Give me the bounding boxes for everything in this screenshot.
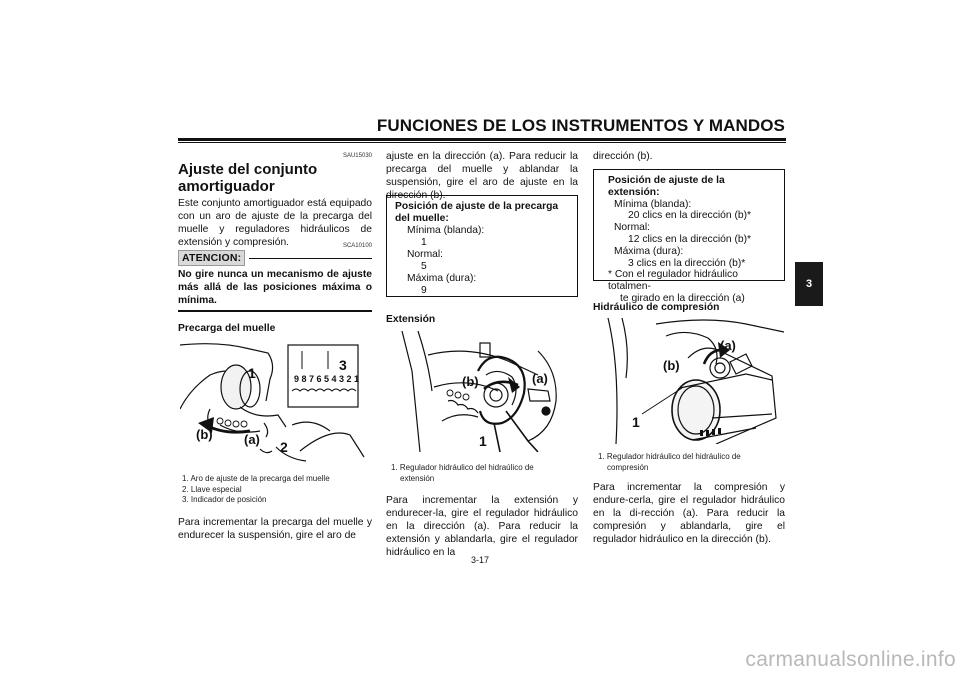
figure-rebound <box>388 331 578 452</box>
preload-paragraph-cont: ajuste en la dirección (a). Para reducir la precarga del muelle y ablandar la suspensión, gire el aro de ajuste en la dirección (b). <box>386 151 578 201</box>
figure1-scale: 9 8 7 6 5 4 3 2 1 <box>294 374 360 384</box>
preload-paragraph: Para incrementar la precarga del muelle y endurecer la suspensión, gire el aro de <box>178 517 372 541</box>
preload-settings-box <box>386 195 578 297</box>
rebound-paragraph-cont: dirección (b). <box>593 151 653 162</box>
caution-text: No gire nunca un mecanismo de ajuste más allá de las posiciones máxima o mínima. <box>178 269 372 306</box>
caption-item: 3. Indicador de posición <box>182 495 267 504</box>
figure1-label-1: 1 <box>248 365 256 381</box>
figure2-label-1: 1 <box>479 433 487 449</box>
figure2-caption <box>391 463 581 484</box>
preload-max-value: 9 <box>421 285 427 296</box>
preload-min-value: 1 <box>421 237 427 248</box>
subheading-rebound: Extensión <box>386 314 436 325</box>
figure2-label-b: (b) <box>462 374 479 389</box>
figure-spring-preload <box>180 339 372 464</box>
caution-end-rule <box>178 310 372 312</box>
page-number: 3-17 <box>470 555 489 565</box>
rebound-max-value: 3 clics en la dirección (b)* <box>628 257 746 269</box>
compression-paragraph: Para incrementar la compresión y endure-cerla, gire el regulador hidráulico en la di-rección (a). Para reducir la compresión y ablandarla, gire el regulador hidráulico en la dirección (b). <box>593 482 785 545</box>
caution-header <box>178 250 372 266</box>
subheading-compression: Hidráulico de compresión <box>593 302 720 313</box>
figure1-label-3: 3 <box>339 357 347 373</box>
figure3-label-b: (b) <box>663 358 680 373</box>
chapter-tab: 3 <box>795 262 823 306</box>
figure2-caption-line2: extensión <box>400 473 435 483</box>
rebound-min-value: 20 clics en la dirección (b)* <box>628 210 752 222</box>
section-title: Ajuste del conjunto amortiguador <box>178 161 318 195</box>
rebound-min-label: Mínima (blanda): <box>614 198 692 210</box>
section-code: SAU15030 <box>342 153 372 159</box>
figure2-caption-line1: 1. Regulador hidráulico del hidraúlico de <box>391 463 534 472</box>
rebound-paragraph: Para incrementar la extensión y endurecer-la, gire el regulador hidráulico en la dirección (a). Para reducir la extensión y ablandarla, gire el regulador hidráulico en la <box>386 495 578 558</box>
rebound-max-label: Máxima (dura): <box>614 245 684 257</box>
page-header-title: FUNCIONES DE LOS INSTRUMENTOS Y MANDOS <box>376 116 785 135</box>
caution-line <box>249 258 372 259</box>
figure1-label-b: (b) <box>196 427 213 442</box>
watermark-text: carmanualsonline.info <box>745 648 956 671</box>
preload-normal-value: 5 <box>421 261 427 272</box>
preload-box-title: Posición de ajuste de la precarga del muelle: <box>395 201 559 224</box>
figure1-label-a: (a) <box>244 432 260 447</box>
header-rule <box>178 138 786 141</box>
figure3-caption-line2: compresión <box>607 462 649 472</box>
rebound-normal-label: Normal: <box>614 222 651 234</box>
header-rule-thin <box>178 142 786 143</box>
preload-max-label: Máxima (dura): <box>407 273 477 284</box>
figure-compression-drawing <box>596 318 784 444</box>
figure3-label-1: 1 <box>632 414 640 430</box>
intro-paragraph: Este conjunto amortiguador está equipado con un aro de ajuste de la precarga del muelle y reguladores hidráulicos de extensión y compresión. <box>178 198 372 248</box>
caption-item: 2. Llave especial <box>182 484 242 494</box>
rebound-note-line2: te girado en la dirección (a) <box>620 292 745 304</box>
caution-label: ATENCION: <box>178 250 245 266</box>
rebound-box-title: Posición de ajuste de la extensión: <box>608 175 725 198</box>
subheading-spring-preload: Precarga del muelle <box>178 323 276 334</box>
rebound-settings-box <box>593 169 785 304</box>
preload-min-label: Mínima (blanda): <box>407 225 485 236</box>
figure3-caption <box>598 452 788 473</box>
figure2-label-a: (a) <box>532 371 548 386</box>
caution-code: SCA10100 <box>342 243 372 249</box>
figure1-captions <box>182 474 374 506</box>
preload-normal-label: Normal: <box>407 249 444 260</box>
figure-compression <box>596 318 784 444</box>
figure3-caption-line1: 1. Regulador hidráulico del hidráulico de <box>598 452 741 461</box>
figure3-label-a: (a) <box>720 338 736 353</box>
figure1-label-2: 2 <box>280 439 288 455</box>
caption-item: 1. Aro de ajuste de la precarga del muelle <box>182 474 330 483</box>
rebound-note-line1: * Con el regulador hidráulico totalmen- <box>608 269 738 293</box>
rebound-normal-value: 12 clics en la dirección (b)* <box>628 233 752 245</box>
